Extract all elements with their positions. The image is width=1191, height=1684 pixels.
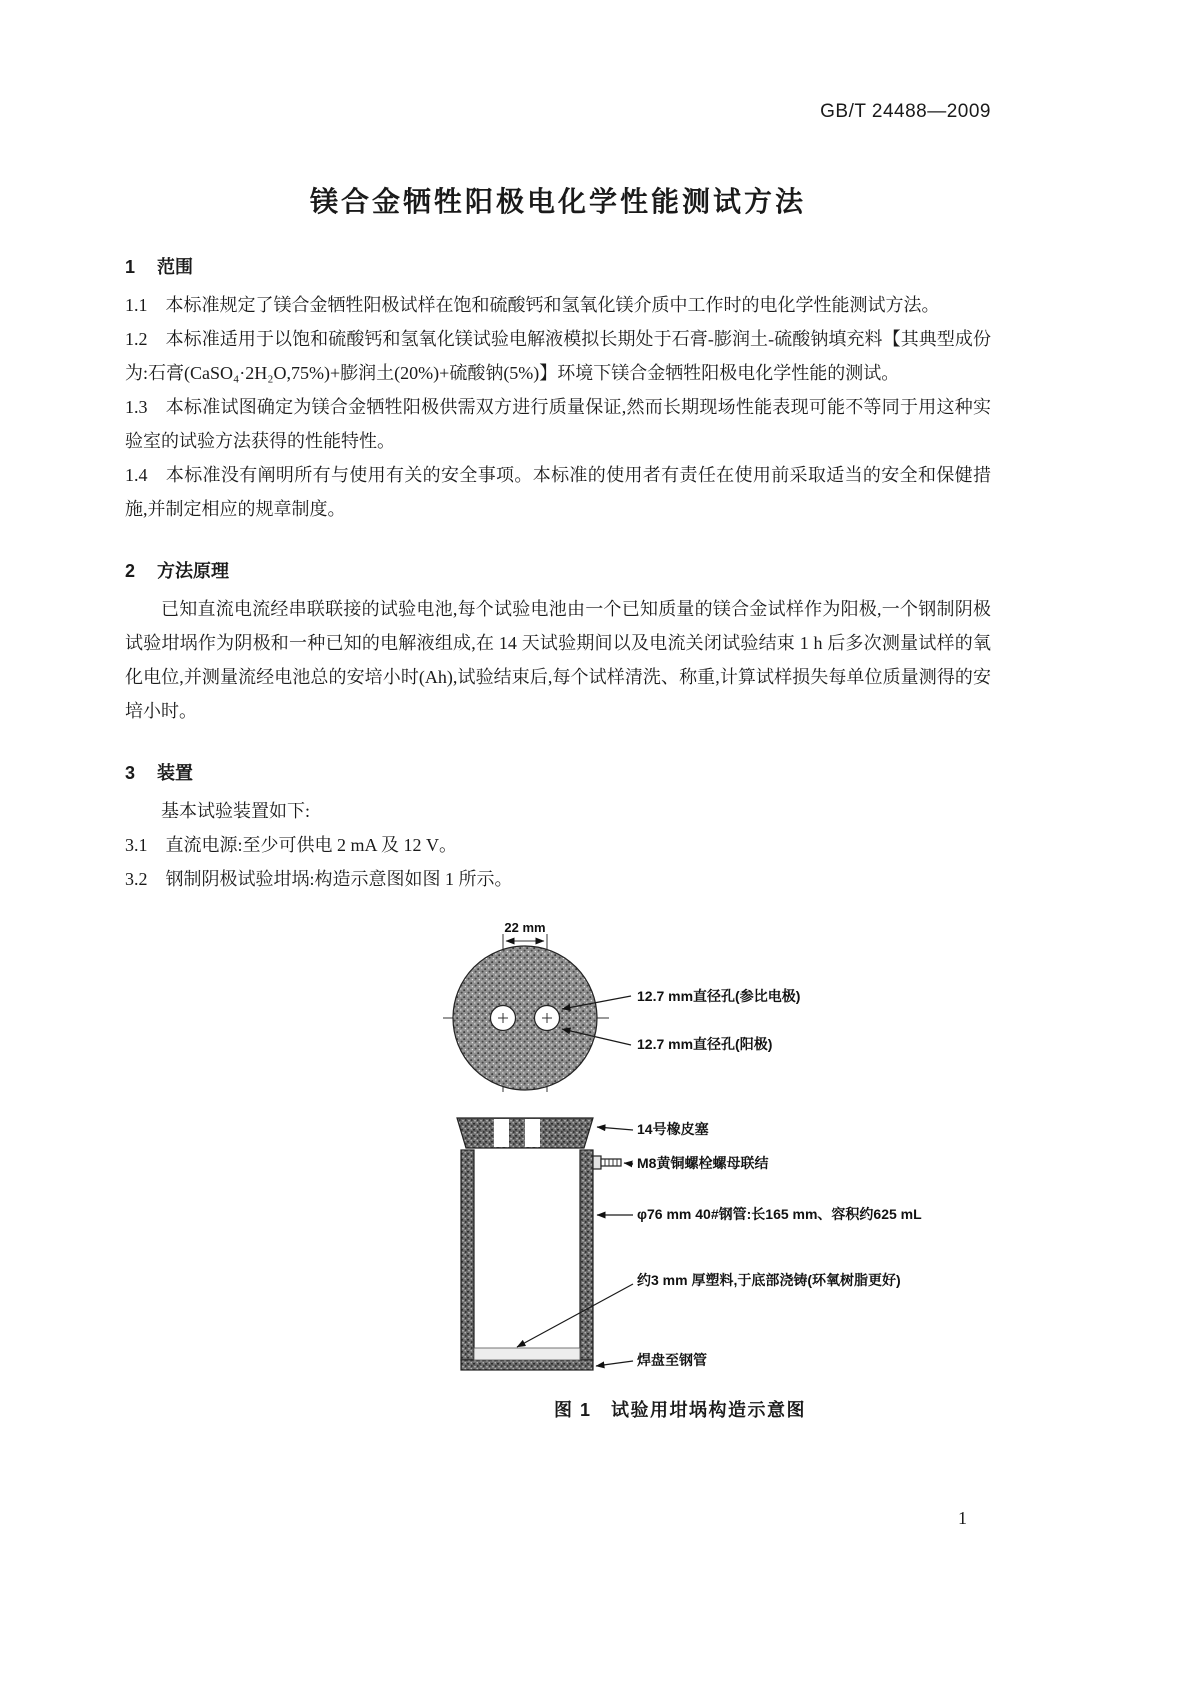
clause-number: 1.3 bbox=[125, 397, 148, 417]
label-stopper: 14号橡皮塞 bbox=[637, 1121, 709, 1137]
clause-number: 3.1 bbox=[125, 835, 148, 855]
principle-paragraph bbox=[125, 592, 991, 728]
label-hole-reference: 12.7 mm直径孔(参比电极) bbox=[637, 988, 801, 1004]
section-principle bbox=[125, 554, 991, 728]
clause-text: 本标准规定了镁合金牺牲阳极试样在饱和硫酸钙和氢氧化镁介质中工作时的电化学性能测试方法。 bbox=[165, 295, 940, 315]
bolt-nut bbox=[593, 1156, 601, 1169]
label-hole-anode: 12.7 mm直径孔(阳极) bbox=[637, 1036, 773, 1052]
clause-1-4 bbox=[125, 458, 991, 526]
stopper-hole bbox=[525, 1119, 540, 1147]
section-number: 1 bbox=[125, 257, 136, 277]
clause-text: 钢制阴极试验坩埚:构造示意图如图 1 所示。 bbox=[165, 869, 513, 889]
section-heading-3 bbox=[125, 756, 991, 790]
clause-3-2 bbox=[125, 862, 991, 896]
leader-weld bbox=[596, 1361, 633, 1366]
leader-stopper bbox=[597, 1127, 633, 1130]
dimension-label: 22 mm bbox=[504, 920, 546, 935]
clause-number: 1.1 bbox=[125, 295, 148, 315]
clause-1-1 bbox=[125, 288, 991, 322]
section-apparatus bbox=[125, 756, 991, 896]
bolt-shaft bbox=[601, 1159, 621, 1166]
tube-bottom bbox=[461, 1360, 593, 1370]
stopper-hole bbox=[494, 1119, 509, 1147]
clause-text: 已知直流电流经串联联接的试验电池,每个试验电池由一个已知质量的镁合金试样作为阳极,一个钢制阴极试验坩埚作为阴极和一种已知的电解液组成,在 14 天试验期间以及电流关闭试验结束 1 h 后多次测量试样的氧化电位,并测量流经电池总的安培小时(Ah),试验结束后,每个试样清洗、称重,计算试样损失每单位质量测得的安培小时。 bbox=[125, 599, 991, 721]
tube-wall-right bbox=[580, 1150, 593, 1360]
section-title: 范围 bbox=[157, 257, 194, 277]
standard-number: GB/T 24488—2009 bbox=[820, 101, 991, 122]
section-heading-2 bbox=[125, 554, 991, 588]
top-view bbox=[443, 920, 800, 1092]
document-title: 镁合金牺牲阳极电化学性能测试方法 bbox=[309, 186, 806, 217]
section-number: 2 bbox=[125, 561, 136, 581]
crucible-top-circle bbox=[453, 946, 597, 1090]
clause-3-1 bbox=[125, 828, 991, 862]
clause-text: 本标准试图确定为镁合金牺牲阳极供需双方进行质量保证,然而长期现场性能表现可能不等同于用这种实验室的试验方法获得的性能特性。 bbox=[125, 397, 991, 451]
clause-number: 1.2 bbox=[125, 329, 148, 349]
figure-caption: 图 1 试验用坩埚构造示意图 bbox=[553, 1400, 806, 1420]
section-scope bbox=[125, 250, 991, 526]
label-bolt: M8黄铜螺栓螺母联结 bbox=[637, 1155, 769, 1171]
clause-text: 直流电源:至少可供电 2 mA 及 12 V。 bbox=[165, 835, 458, 855]
plastic-layer bbox=[474, 1348, 580, 1360]
section-heading-1 bbox=[125, 250, 991, 284]
section-number: 3 bbox=[125, 763, 136, 783]
figure-1 bbox=[125, 918, 991, 1422]
clause-number: 1.4 bbox=[125, 465, 148, 485]
section-title: 方法原理 bbox=[157, 561, 230, 581]
section-view bbox=[457, 1118, 922, 1370]
label-tube: φ76 mm 40#钢管:长165 mm、容积约625 mL bbox=[637, 1206, 922, 1222]
label-weld: 焊盘至钢管 bbox=[637, 1352, 707, 1368]
clause-1-3 bbox=[125, 390, 991, 458]
tube-interior bbox=[461, 1150, 593, 1370]
crucible-diagram bbox=[365, 918, 1065, 1388]
clause-text: 本标准适用于以饱和硫酸钙和氢氧化镁试验电解液模拟长期处于石膏-膨润土-硫酸钠填充料【其典型成份为:石膏(CaSO₄·2H₂O,75%)+膨润土(20%)+硫酸钠(5%)】环境下镁合金牺牲阳极电化学性能的测试。 bbox=[125, 329, 991, 383]
label-plastic: 约3 mm 厚塑料,于底部浇铸(环氧树脂更好) bbox=[637, 1272, 901, 1288]
clause-text: 基本试验装置如下: bbox=[161, 801, 311, 821]
leader-bolt bbox=[624, 1163, 633, 1164]
apparatus-intro bbox=[125, 794, 991, 828]
tube-wall-left bbox=[461, 1150, 474, 1360]
section-title: 装置 bbox=[157, 763, 194, 783]
page-number: 1 bbox=[958, 1508, 967, 1528]
clause-number: 3.2 bbox=[125, 869, 148, 889]
clause-text: 本标准没有阐明所有与使用有关的安全事项。本标准的使用者有责任在使用前采取适当的安全和保健措施,并制定相应的规章制度。 bbox=[125, 465, 991, 519]
clause-1-2 bbox=[125, 322, 991, 390]
